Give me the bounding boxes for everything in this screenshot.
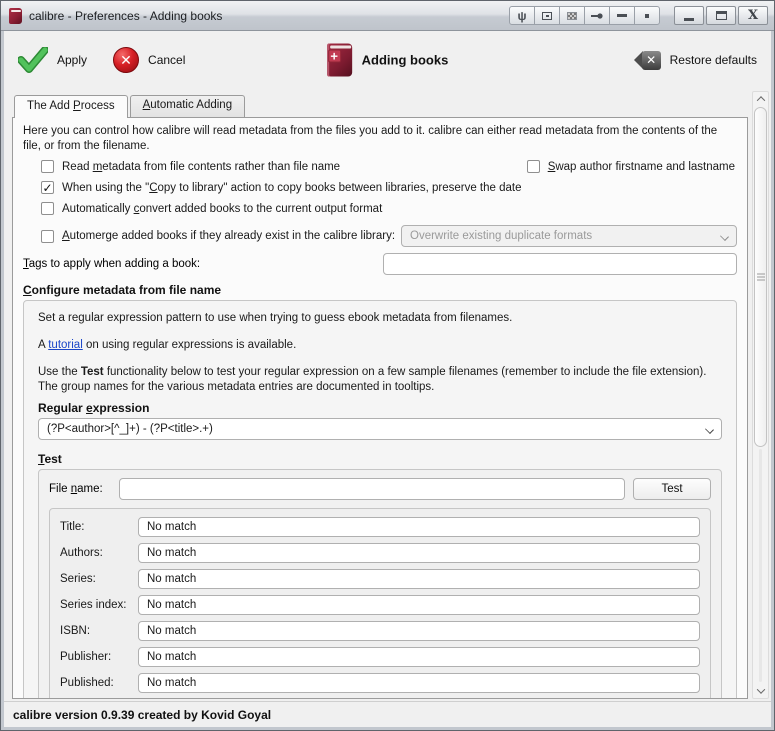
restore-defaults-icon: [634, 51, 661, 70]
automerge-row: [23, 225, 737, 247]
tab2-label-post: utomatic Adding: [150, 99, 233, 111]
checkbox-box[interactable]: [527, 160, 540, 173]
preserve-date-label: When using the "Copy to library" action to copy books between libraries, preserve the date: [62, 181, 522, 194]
test-groupbox: [38, 469, 722, 699]
tab-the-add-process[interactable]: [14, 95, 128, 118]
window-title: calibre - Preferences - Adding books: [29, 8, 223, 23]
checkbox-box-checked[interactable]: ✓: [42, 180, 53, 195]
calibre-app-icon: [9, 8, 22, 24]
tab-widget: [12, 95, 748, 699]
dialog-body: [1, 31, 774, 730]
test-button[interactable]: Test: [633, 478, 711, 500]
intro-text: Here you can control how calibre will read metadata from the files you add to it. calibre can either read metadata from the contents of the file, or from the filename.: [23, 125, 718, 152]
box-button[interactable]: [534, 6, 560, 25]
result-label: ISBN:: [60, 625, 91, 637]
automerge-label: Automerge added books if they already exist in the calibre library:: [62, 230, 396, 242]
page-header: [327, 44, 449, 77]
dash-icon: [617, 14, 627, 17]
tab2-label-key: A: [142, 99, 151, 111]
result-row-series-index: [60, 595, 700, 615]
cancel-label: Cancel: [148, 53, 186, 67]
regex-description: Set a regular expression pattern to use when trying to guess ebook metadata from filenames.: [38, 312, 513, 324]
test-description: Use the Test functionality below to test your regular expression on a few sample filenames (remember to include the file extension). The group names for the various metadata entries are documented in tooltips.: [38, 366, 707, 393]
restore-defaults-label: Restore defaults: [669, 53, 757, 67]
result-field[interactable]: No match: [138, 595, 700, 615]
cross-icon: ✕: [642, 51, 661, 70]
preserve-date-checkbox[interactable]: [41, 181, 522, 194]
result-row-series: [60, 569, 700, 589]
box-dot-icon: [542, 12, 552, 20]
tags-input[interactable]: [383, 253, 737, 275]
statusbar: [4, 701, 771, 727]
test-results-box: [49, 508, 711, 699]
result-row-published: [60, 673, 700, 693]
result-field[interactable]: No match: [138, 621, 700, 641]
tab-automatic-adding[interactable]: [130, 95, 246, 117]
result-row-publisher: [60, 647, 700, 667]
apply-check-icon: [18, 47, 48, 73]
tab-pane: [12, 117, 748, 699]
checkbox-box[interactable]: [41, 160, 54, 173]
read-metadata-label: Read metadata from file contents rather than file name: [62, 160, 341, 173]
regex-label: Regular expression: [38, 401, 150, 415]
auto-convert-label: Automatically convert added books to the current output format: [62, 202, 383, 215]
restore-defaults-button[interactable]: [634, 51, 757, 70]
close-button[interactable]: [738, 6, 768, 25]
chevron-down-icon: [756, 685, 764, 693]
tab1-label-post: rocess: [80, 100, 115, 112]
result-label: Series:: [60, 573, 96, 585]
maximize-button[interactable]: [706, 6, 736, 25]
chevron-down-icon: [705, 425, 714, 434]
result-field[interactable]: No match: [138, 569, 700, 589]
filename-label: File name:: [49, 483, 103, 495]
rollup-button[interactable]: [609, 6, 635, 25]
shade-icon: [567, 12, 577, 20]
wrench-icon: ψ: [517, 8, 527, 23]
result-field[interactable]: No match: [138, 647, 700, 667]
result-label: Series index:: [60, 599, 127, 611]
automerge-combobox-value: Overwrite existing duplicate formats: [410, 230, 593, 242]
result-field[interactable]: No match: [138, 673, 700, 693]
page-title: Adding books: [361, 52, 449, 68]
apply-label: Apply: [57, 53, 88, 67]
checkbox-box[interactable]: [41, 202, 54, 215]
tutorial-line: A tutorial on using regular expressions is available.: [38, 339, 297, 351]
result-label: Publisher:: [60, 651, 112, 663]
scrollbar-track[interactable]: [759, 449, 762, 682]
cancel-button[interactable]: [113, 47, 185, 73]
filename-groupbox: [23, 300, 737, 699]
toolbar: [4, 31, 771, 89]
swap-author-checkbox[interactable]: [527, 160, 735, 173]
checkbox-box[interactable]: [41, 230, 54, 243]
filename-input[interactable]: [119, 478, 625, 500]
dot-button[interactable]: [634, 6, 660, 25]
regex-combobox[interactable]: [38, 418, 722, 440]
titlebar[interactable]: [1, 1, 774, 31]
dot-icon: [645, 14, 649, 18]
version-text: calibre version 0.9.39 created by Kovid Goyal: [13, 707, 272, 722]
config-scroll-area: [4, 89, 771, 701]
apply-button[interactable]: [18, 47, 87, 73]
checkbox-row-3: [23, 202, 737, 215]
automerge-combobox[interactable]: [401, 225, 737, 247]
regex-combobox-value: (?P<author>[^_]+) - (?P<title>.+): [47, 423, 213, 435]
automerge-checkbox[interactable]: [41, 230, 401, 243]
pin-icon: [590, 11, 604, 21]
result-label: Title:: [60, 521, 85, 533]
window-controls: [674, 6, 768, 25]
checkbox-row-2: [23, 181, 737, 194]
filename-group-title: Configure metadata from file name: [23, 283, 222, 297]
shade-button[interactable]: [559, 6, 585, 25]
checkbox-row-1: [23, 160, 737, 173]
result-row-title: [60, 517, 700, 537]
adding-books-icon: [327, 44, 352, 77]
vertical-scrollbar[interactable]: [752, 91, 769, 699]
titlebar-extra-buttons: [510, 6, 660, 25]
result-label: Published:: [60, 677, 114, 689]
auto-convert-checkbox[interactable]: [41, 202, 382, 215]
result-label: Authors:: [60, 547, 103, 559]
tags-label: Tags to apply when adding a book:: [23, 258, 201, 270]
tab1-label-key: P: [73, 100, 81, 112]
filename-row: [49, 478, 711, 500]
tutorial-link[interactable]: tutorial: [48, 339, 83, 351]
tab-bar: [12, 95, 748, 117]
plus-badge-icon: +: [328, 50, 341, 63]
wrench-button[interactable]: [509, 6, 535, 25]
result-row-isbn: [60, 621, 700, 641]
result-field[interactable]: No match: [138, 517, 700, 537]
scrollbar-grip-icon: [757, 274, 765, 281]
result-field[interactable]: No match: [138, 543, 700, 563]
pin-button[interactable]: [584, 6, 610, 25]
read-metadata-checkbox[interactable]: [41, 160, 340, 173]
scroll-down-button[interactable]: [753, 684, 768, 698]
test-section-label: Test: [38, 452, 62, 466]
tags-row: [23, 253, 737, 275]
close-icon: X: [747, 8, 759, 23]
cancel-cross-icon: ✕: [113, 47, 139, 73]
minimize-button[interactable]: [674, 6, 704, 25]
result-row-authors: [60, 543, 700, 563]
chevron-up-icon: [756, 96, 764, 104]
swap-author-label: Swap author firstname and lastname: [547, 160, 735, 173]
scroll-up-button[interactable]: [753, 92, 768, 106]
tab1-label-pre: The Add: [27, 100, 74, 112]
minimize-icon: [684, 18, 694, 21]
scrollbar-thumb[interactable]: [754, 107, 767, 447]
chevron-down-icon: [720, 232, 729, 241]
maximize-icon: [716, 11, 727, 20]
